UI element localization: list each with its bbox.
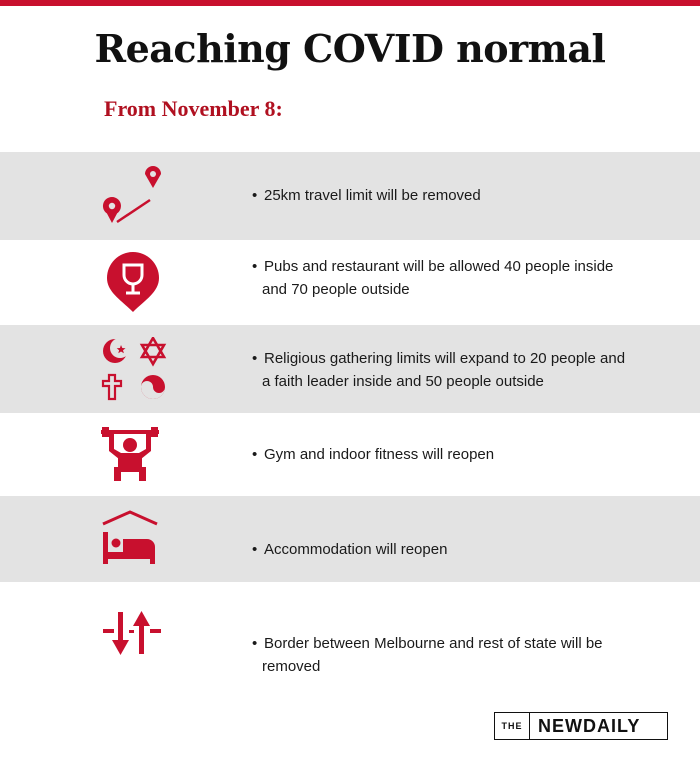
list-item	[0, 413, 700, 496]
list-item	[0, 240, 700, 325]
logo-name: NEWDAILY	[538, 715, 641, 736]
logo-prefix: THE	[495, 713, 530, 739]
item-text: • 25km travel limit will be removed	[252, 184, 632, 207]
page-subtitle: From November 8:	[104, 96, 283, 121]
item-text: • Accommodation will reopen	[252, 538, 632, 561]
list-item	[0, 325, 700, 413]
newdaily-logo	[494, 712, 668, 740]
top-accent-bar	[0, 0, 700, 6]
page-title: Reaching COVID normal	[94, 26, 606, 71]
list-item	[0, 152, 700, 240]
item-text: • Religious gathering limits will expand to 20 people and a faith leader inside and 50 people outside	[252, 347, 632, 393]
weightlifter-icon	[101, 427, 159, 483]
religious-symbols-icon	[100, 337, 170, 401]
item-text: • Gym and indoor fitness will reopen	[252, 443, 632, 466]
item-text: • Border between Melbourne and rest of state will be removed	[252, 632, 632, 678]
border-arrows-icon	[103, 610, 161, 656]
bed-icon	[101, 510, 159, 566]
list-item	[0, 582, 700, 702]
list-item	[0, 496, 700, 582]
wine-glass-pin-icon	[105, 250, 161, 314]
item-text: • Pubs and restaurant will be allowed 40 people inside and 70 people outside	[252, 255, 632, 301]
travel-pins-icon	[100, 164, 166, 228]
